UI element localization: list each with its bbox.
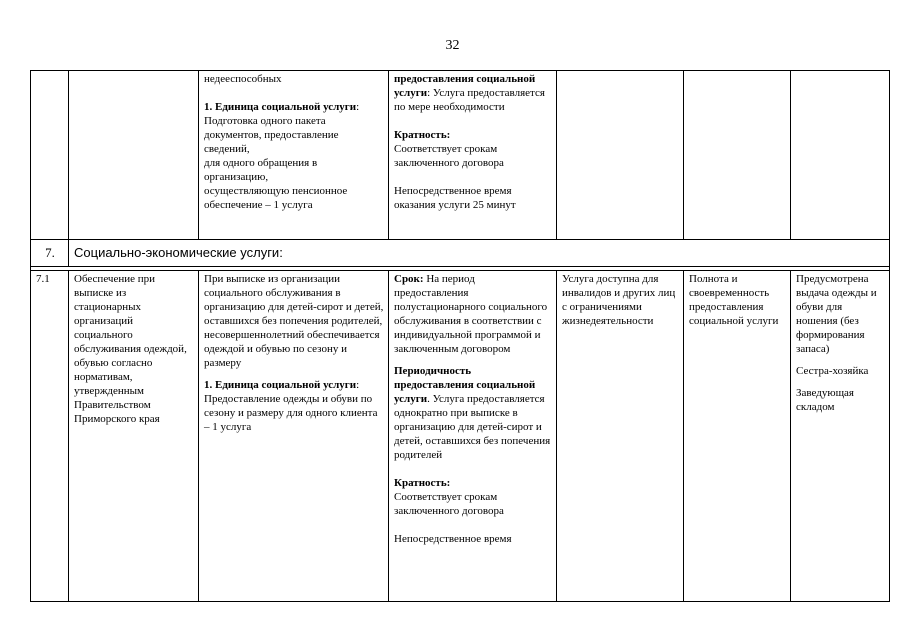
cell-description bbox=[199, 71, 389, 240]
staff-2: Заведующая складом bbox=[796, 387, 854, 413]
cell-name: Обеспечение при выписке из стационарных организаций социального обслуживания одеждой, обувью согласно нормативам, утвержденным Правительством Приморского края bbox=[69, 271, 199, 602]
description-text: недееспособных bbox=[204, 73, 282, 85]
unit-block bbox=[204, 100, 384, 212]
unit-block bbox=[204, 378, 384, 434]
period-block bbox=[394, 72, 552, 114]
table-row-continued bbox=[31, 71, 890, 240]
time-text: Непосредственное время bbox=[394, 533, 512, 545]
time-text: Непосредственное время оказания услуги 25 минут bbox=[394, 185, 516, 211]
unit-suffix: : bbox=[356, 379, 360, 391]
page-number: 32 bbox=[445, 38, 460, 53]
table-row-section bbox=[31, 240, 890, 267]
cell-name bbox=[69, 71, 199, 240]
unit-suffix: : bbox=[356, 101, 360, 113]
frequency-heading: Кратность: bbox=[394, 129, 451, 141]
unit-heading: 1. Единица социальной услуги bbox=[204, 101, 357, 113]
table-row-7-1 bbox=[31, 271, 890, 602]
frequency-block bbox=[394, 476, 552, 518]
unit-line: обеспечение – 1 услуга bbox=[204, 199, 313, 211]
cell-notes bbox=[791, 71, 890, 240]
unit-line: сведений, bbox=[204, 143, 250, 155]
unit-line: Подготовка одного пакета bbox=[204, 115, 326, 127]
period-heading: предоставления социальной услуги bbox=[394, 73, 536, 99]
unit-line: документов, предоставление bbox=[204, 129, 339, 141]
cell-accessibility: Услуга доступна для инвалидов и других лиц с ограничениями жизнедеятельности bbox=[557, 271, 684, 602]
unit-line: для одного обращения в bbox=[204, 157, 318, 169]
term-block bbox=[394, 272, 552, 356]
periodicity-heading: Периодичность предоставления социальной услуги bbox=[394, 365, 536, 405]
unit-line: осуществляющую пенсионное bbox=[204, 185, 348, 197]
notes-text: Предусмотрена выдача одежды и обуви для ношения (без формирования запаса) bbox=[796, 273, 877, 355]
cell-description bbox=[199, 271, 389, 602]
cell-accessibility bbox=[557, 71, 684, 240]
services-table bbox=[30, 70, 890, 602]
term-text: На период предоставления полустационарного социального обслуживания в соответствии с индивидуальной программой и заключенным договором bbox=[394, 273, 548, 355]
cell-number: 7.1 bbox=[31, 271, 69, 602]
cell-terms bbox=[389, 71, 557, 240]
cell-terms bbox=[389, 271, 557, 602]
frequency-text: Соответствует срокам заключенного договора bbox=[394, 143, 504, 169]
frequency-block bbox=[394, 128, 552, 170]
frequency-heading: Кратность: bbox=[394, 477, 451, 489]
periodicity-block bbox=[394, 364, 552, 462]
period-text: : Услуга предоставляется по мере необходимости bbox=[394, 87, 545, 113]
cell-quality: Полнота и своевременность предоставления социальной услуги bbox=[684, 271, 791, 602]
description-text: При выписке из организации социального обслуживания в организацию для детей-сирот и детей, оставшихся без попечения родителей, несовершеннолетний обеспечивается одеждой и обувью по сезону и размеру bbox=[204, 273, 384, 369]
section-title: Социально-экономические услуги: bbox=[69, 240, 890, 267]
unit-heading: 1. Единица социальной услуги bbox=[204, 379, 357, 391]
periodicity-text: . Услуга предоставляется однократно при выписке в организацию для детей-сирот и детей, оставшихся без попечения родителей bbox=[394, 393, 551, 461]
cell-notes bbox=[791, 271, 890, 602]
unit-line: организацию, bbox=[204, 171, 269, 183]
unit-text: Предоставление одежды и обуви по сезону и размеру для одного клиента – 1 услуга bbox=[204, 393, 378, 433]
term-heading: Срок: bbox=[394, 273, 424, 285]
cell-number bbox=[31, 71, 69, 240]
section-number: 7. bbox=[31, 240, 69, 267]
cell-quality bbox=[684, 71, 791, 240]
staff-1: Сестра-хозяйка bbox=[796, 365, 869, 377]
frequency-text: Соответствует срокам заключенного договора bbox=[394, 491, 504, 517]
